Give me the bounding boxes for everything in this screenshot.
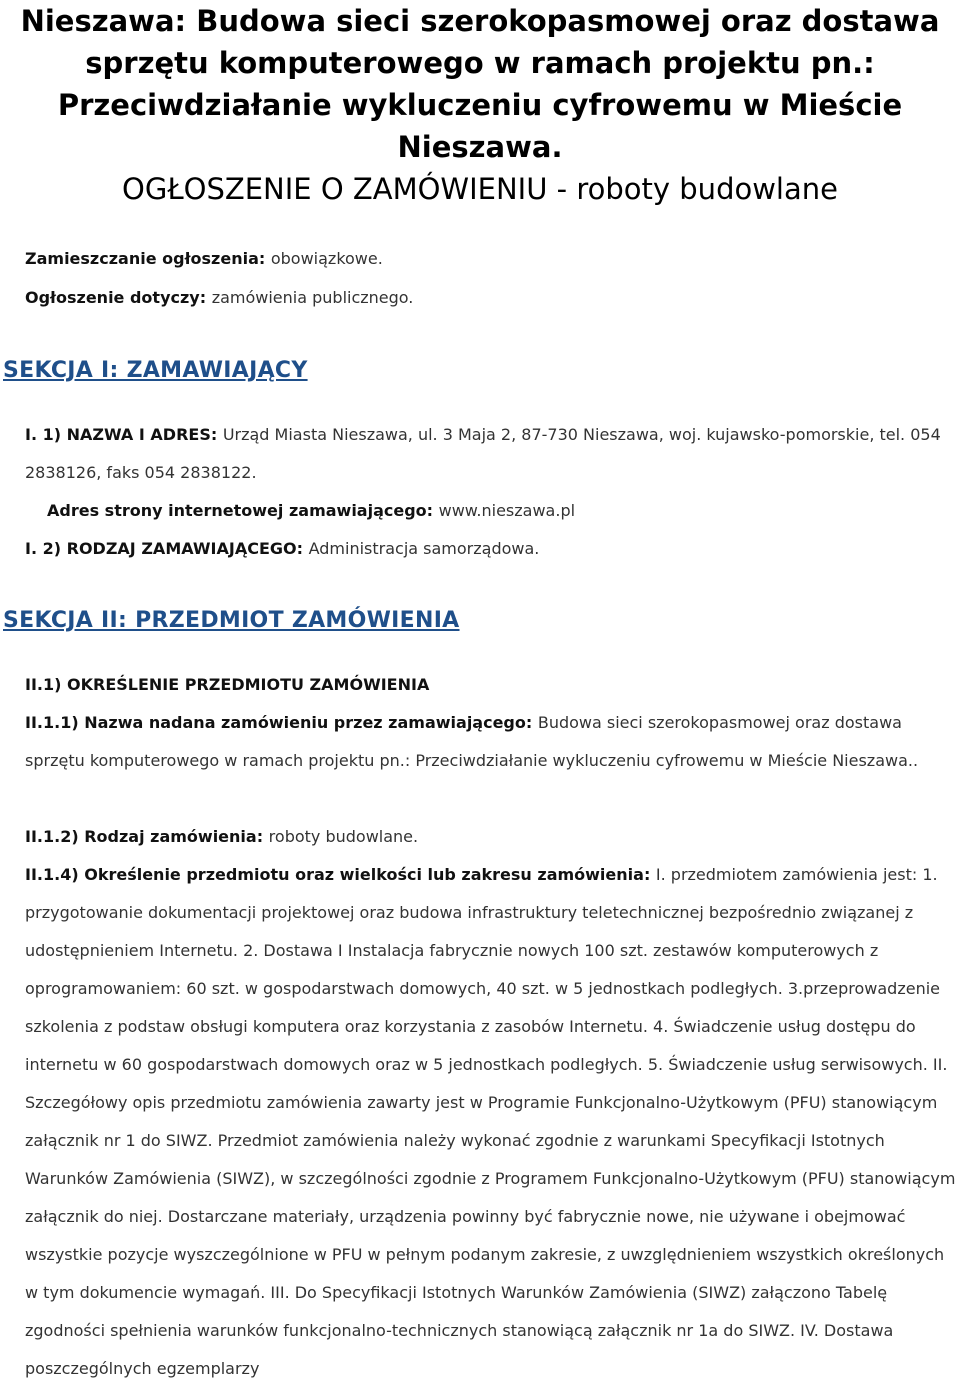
website-info: [47, 492, 958, 530]
section-2-heading: SEKCJA II: PRZEDMIOT ZAMÓWIENIA: [3, 608, 460, 633]
contract-kind-value: roboty budowlane.: [268, 827, 419, 846]
website-label: Adres strony internetowej zamawiającego:: [47, 501, 439, 520]
website-link[interactable]: www.nieszawa.pl: [438, 501, 576, 520]
publication-info: [25, 249, 383, 269]
publication-label: Zamieszczanie ogłoszenia:: [25, 249, 271, 268]
document-title: [0, 0, 960, 210]
title-line-2: sprzętu komputerowego w ramach projektu pn.:: [85, 46, 875, 80]
contract-description-label: II.1.4) Określenie przedmiotu oraz wielkości lub zakresu zamówienia:: [25, 865, 656, 884]
concerns-info: [25, 288, 413, 308]
authority-type-label: I. 2) RODZAJ ZAMAWIAJĄCEGO:: [25, 539, 309, 558]
address-label: I. 1) NAZWA I ADRES:: [25, 425, 223, 444]
contract-kind: [25, 818, 958, 856]
authority-type: [25, 530, 958, 568]
title-line-3: Przeciwdziałanie wykluczeniu cyfrowemu w Mieście: [57, 88, 903, 122]
subject-subheading-text: II.1) OKREŚLENIE PRZEDMIOTU ZAMÓWIENIA: [25, 675, 430, 694]
contract-name: [25, 704, 958, 780]
publication-value: obowiązkowe.: [270, 249, 383, 268]
concerns-value: zamówienia publicznego.: [211, 288, 414, 307]
contract-description: [25, 856, 958, 1380]
notice-subtitle: OGŁOSZENIE O ZAMÓWIENIU - roboty budowlane: [122, 172, 838, 206]
concerns-label: Ogłoszenie dotyczy:: [25, 288, 212, 307]
section-1-heading: SEKCJA I: ZAMAWIAJĄCY: [3, 358, 308, 383]
title-line-4: Nieszawa.: [397, 130, 563, 164]
address-value: Urząd Miasta Nieszawa, ul. 3 Maja 2, 87-730 Nieszawa, woj. kujawsko-pomorskie, tel. 054 2838126, faks 054 2838122.: [25, 425, 941, 482]
contract-name-value: Budowa sieci szerokopasmowej oraz dostawa sprzętu komputerowego w ramach projektu pn.: Przeciwdziałanie wykluczeniu cyfrowemu w Mieście Nieszawa..: [25, 713, 919, 770]
contract-kind-label: II.1.2) Rodzaj zamówienia:: [25, 827, 269, 846]
contracting-authority-address: [25, 416, 958, 492]
title-line-1: Nieszawa: Budowa sieci szerokopasmowej oraz dostawa: [20, 4, 940, 38]
subject-subheading: [25, 666, 958, 704]
contract-description-value: I. przedmiotem zamówienia jest: 1. przygotowanie dokumentacji projektowej oraz budowa infrastruktury teletechnicznej bezpośrednio związanej z udostępnieniem Internetu. 2. Dostawa I Instalacja fabrycznie nowych 100 szt. zestawów komputerowych z oprogramowaniem: 60 szt. w gospodarstwach domowych, 40 szt. w 5 jednostkach podległych. 3.przeprowadzenie szkolenia z podstaw obsługi komputera oraz korzystania z zasobów Internetu. 4. Świadczenie usług dostępu do internetu w 60 gospodarstwach domowych oraz w 5 jednostkach podległych. 5. Świadczenie usług serwisowych. II. Szczegółowy opis przedmiotu zamówienia zawarty jest w Programie Funkcjonalno-Użytkowym (PFU) stanowiącym załącznik nr 1 do SIWZ. Przedmiot zamówienia należy wykonać zgodnie z warunkami Specyfikacji Istotnych Warunków Zamówienia (SIWZ), w szczególności zgodnie z Programem Funkcjonalno-Użytkowym (PFU) stanowiącym załącznik do niej. Dostarczane materiały, urządzenia powinny być fabrycznie nowe, nie używane i obejmować wszystkie pozycje wyszczególnione w PFU w pełnym podanym zakresie, z uwzględnieniem wszystkich określonych w tym dokumencie wymagań. III. Do Specyfikacji Istotnych Warunków Zamówienia (SIWZ) załączono Tabelę zgodności spełnienia warunków funkcjonalno-technicznych stanowiącą załącznik nr 1a do SIWZ. IV. Dostawa poszczególnych egzemplarzy: [25, 865, 956, 1378]
authority-type-value: Administracja samorządowa.: [308, 539, 540, 558]
contract-name-label: II.1.1) Nazwa nadana zamówieniu przez zamawiającego:: [25, 713, 538, 732]
